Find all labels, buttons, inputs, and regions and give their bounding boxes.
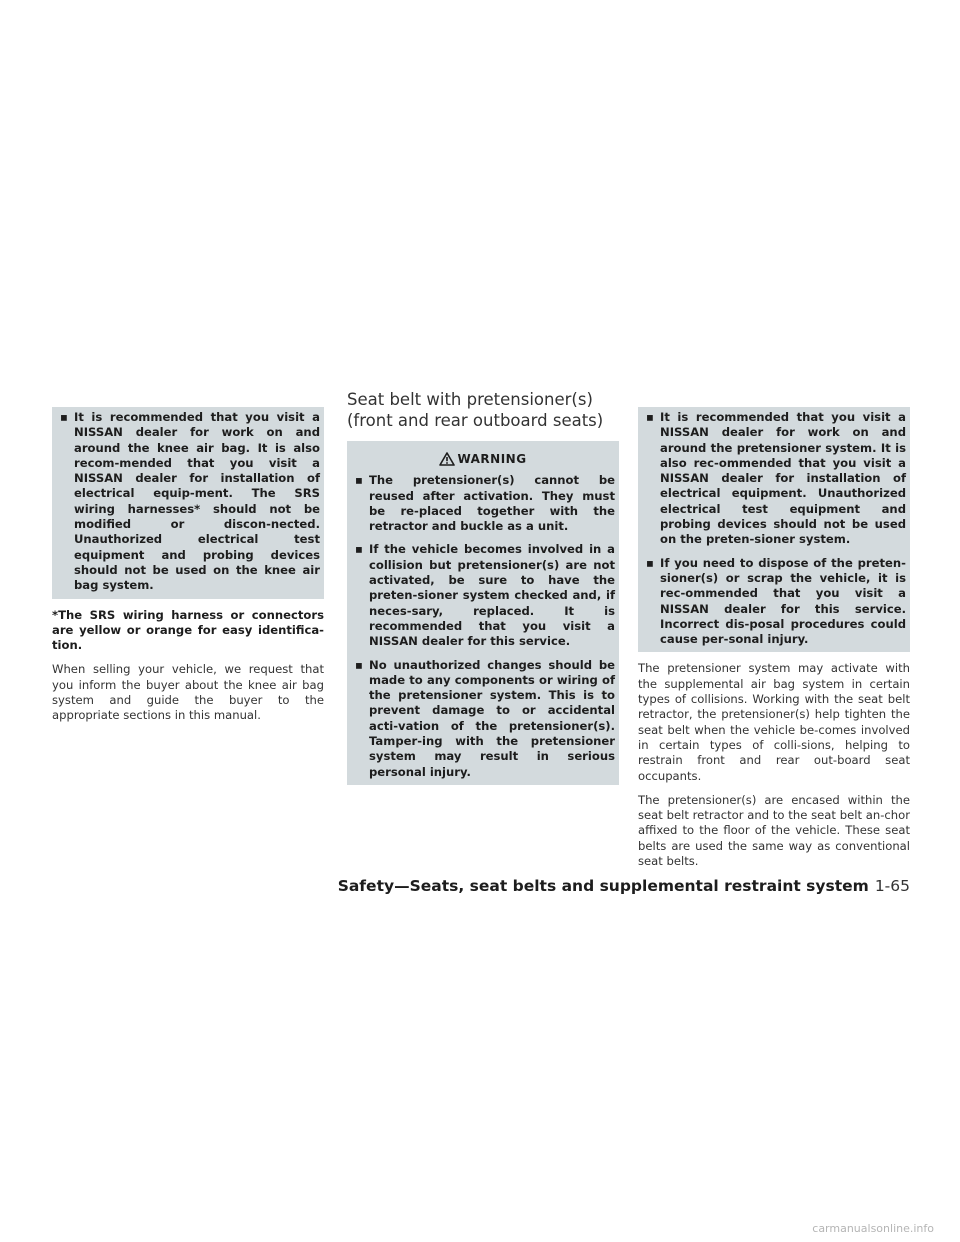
watermark: carmanualsonline.info [812, 1222, 934, 1235]
body-paragraph: When selling your vehicle, we request that you inform the buyer about the knee air bag system and guide the buyer to the appropriate sections in this manual. [52, 662, 324, 723]
warning-bullet: ▪ It is recommended that you visit a NISSAN dealer for work on and around the pretensioner system. It is also rec-ommended that you visit a NISSAN dealer for installation of electrical equipment. Unauthorized electrical test equipment and probing devices should not be used on the preten-sioner system. [646, 410, 906, 547]
body-paragraph: The pretensioner(s) are encased within the seat belt retractor and to the seat belt an-chor affixed to the floor of the vehicle. These seat belts are used the same way as conventional seat belts. [638, 792, 910, 869]
warning-bullet: ▪ No unauthorized changes should be made to any components or wiring of the pretensioner system. This is to prevent damage to or accidental acti-vation of the pretensioner(s). Tamper-ing with the pretensioner system may result in serious personal injury. [355, 657, 615, 779]
left-column [52, 407, 324, 724]
warning-bullet: ▪ If the vehicle becomes involved in a collision but pretensioner(s) are not activated, be sure to have the preten-sioner system checked and, if neces-sary, replaced. It is recommended that you visit a NISSAN dealer for this service. [355, 542, 615, 649]
bullet-mark: ▪ [60, 410, 68, 424]
warning-bullet: ▪ The pretensioner(s) cannot be reused after activation. They must be re-placed together with the retractor and buckle as a unit. [355, 473, 615, 534]
bullet-mark: ▪ [355, 542, 363, 557]
warning-triangle-icon [439, 452, 455, 466]
warning-header [351, 444, 615, 473]
bullet-mark: ▪ [646, 410, 654, 424]
bullet-mark: ▪ [646, 555, 654, 570]
warning-bullet: ▪ If you need to dispose of the preten-sioner(s) or scrap the vehicle, it is rec-ommended that you visit a NISSAN dealer for this service. Incorrect dis-posal procedures could cause per-sonal injury. [646, 555, 906, 647]
pretensioner-service-warning-box [638, 407, 910, 652]
warning-bullet: ▪ It is recommended that you visit a NISSAN dealer for work on and around the knee air bag. It is also recom-mended that you visit a NISSAN dealer for installation of electrical equip-ment. The SRS wiring harnesses* should not be modified or discon-nected. Unauthorized electrical test equipment and probing devices should not be used on the knee air bag system. [60, 410, 320, 593]
warning-label: WARNING [457, 452, 527, 466]
knee-airbag-warning-box [52, 407, 324, 599]
right-column [638, 407, 910, 869]
bullet-mark: ▪ [355, 473, 363, 488]
bullet-mark: ▪ [355, 657, 363, 672]
pretensioner-warning-box [347, 441, 619, 785]
footer-section-title: Safety—Seats, seat belts and supplemental restraint system [337, 877, 869, 895]
section-title: Seat belt with pretensioner(s) (front and rear outboard seats) [347, 390, 604, 430]
page-footer [330, 877, 910, 895]
body-paragraph: The pretensioner system may activate with the supplemental air bag system in certain types of collisions. Working with the seat belt retractor, the pretensioner(s) help tighten the seat belt when the vehicle be-comes involved in certain types of colli-sions, helping to restrain front and rear out-board seat occupants. [638, 661, 910, 783]
footnote: *The SRS wiring harness or connectors are yellow or orange for easy identifica-tion. [52, 607, 324, 653]
page-number: 1-65 [874, 877, 910, 895]
middle-column [347, 390, 619, 785]
